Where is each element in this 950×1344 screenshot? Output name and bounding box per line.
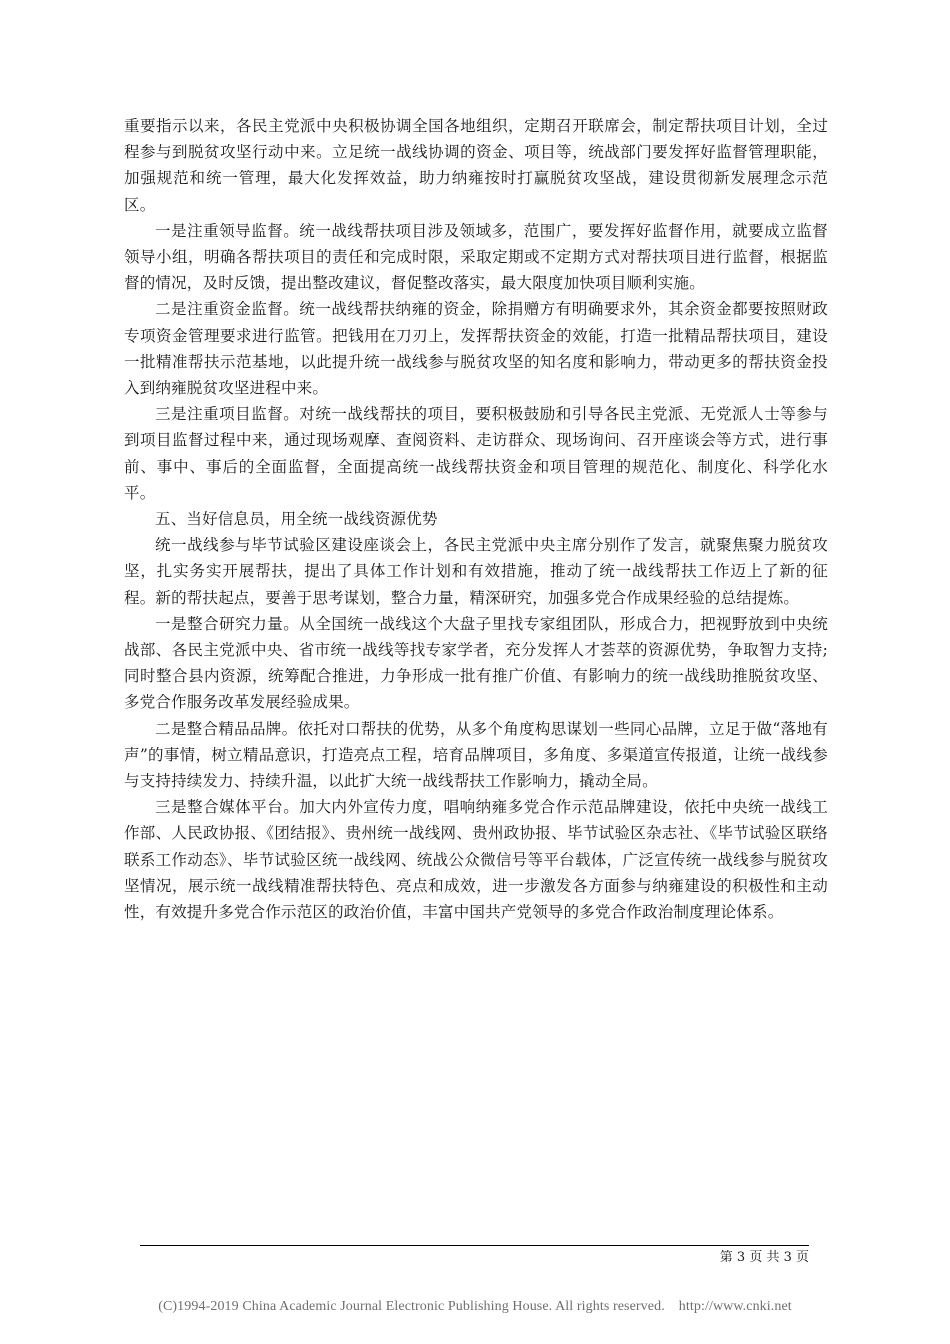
cnki-url: http://www.cnki.net xyxy=(678,1299,792,1314)
section-heading: 五、当好信息员，用全统一战线资源优势 xyxy=(155,510,438,529)
paragraph-quality-brands: 二是整合精品品牌。依托对口帮扶的优势，从多个角度构思谋划一些同心品牌，立足于做“落地有声”的事情，树立精品意识，打造亮点工程，培育品牌项目，多角度、多渠道宣传报道，让统一战线参与支持持续发力、持续升温，以此扩大统一战线帮扶工作影响力，撬动全局。 xyxy=(124,719,828,791)
paragraph-leadership-supervision: 一是注重领导监督。统一战线帮扶项目涉及领域多，范围广，要发挥好监督作用，就要成立监督领导小组，明确各帮扶项目的责任和完成时限，采取定期或不定期方式对帮扶项目进行监督，根据监督的情况，及时反馈，提出整改建议，督促整改落实，最大限度加快项目顺利实施。 xyxy=(124,221,828,293)
copyright-watermark xyxy=(0,1297,950,1317)
page-number: 第 3 页 共 3 页 xyxy=(719,1250,809,1265)
paragraph-continuation: 重要指示以来，各民主党派中央积极协调全国各地组织，定期召开联席会，制定帮扶项目计划，全过程参与到脱贫攻坚行动中来。立足统一战线协调的资金、项目等，统战部门要发挥好监督管理职能，加强规范和统一管理，最大化发挥效益，助力纳雍按时打赢脱贫攻坚战，建设贯彻新发展理念示范区。 xyxy=(124,117,828,214)
paragraph-research-forces: 一是整合研究力量。从全国统一战线这个大盘子里找专家组团队，形成合力，把视野放到中央统战部、各民主党派中央、省市统一战线等找专家学者，充分发挥人才荟萃的资源优势，争取智力支持;同时整合县内资源，统筹配合推进，力争形成一批有推广价值、有影响力的统一战线助推脱贫攻坚、多党合作服务改革发展经验成果。 xyxy=(124,614,828,712)
article-body xyxy=(124,113,828,925)
footer-divider xyxy=(140,1245,809,1246)
paragraph-project-supervision: 三是注重项目监督。对统一战线帮扶的项目，要积极鼓励和引导各民主党派、无党派人士等参与到项目监督过程中来，通过现场观摩、查阅资料、走访群众、现场询问、召开座谈会等方式，进行事前、事中、事后的全面监督，全面提高统一战线帮扶资金和项目管理的规范化、制度化、科学化水平。 xyxy=(124,405,828,502)
paragraph-fund-supervision: 二是注重资金监督。统一战线帮扶纳雍的资金，除捐赠方有明确要求外，其余资金都要按照财政专项资金管理要求进行监管。把钱用在刀刃上，发挥帮扶资金的效能，打造一批精品帮扶项目，建设一批精准帮扶示范基地，以此提升统一战线参与脱贫攻坚的知名度和影响力，带动更多的帮扶资金投入到纳雍脱贫攻坚进程中来。 xyxy=(124,300,828,398)
copyright-text: (C)1994-2019 China Academic Journal Electronic Publishing House. All rights reserved. xyxy=(158,1299,665,1314)
paragraph-section-intro: 统一战线参与毕节试验区建设座谈会上，各民主党派中央主席分别作了发言，就聚焦聚力脱贫攻坚，扎实务实开展帮扶，提出了具体工作计划和有效措施，推动了统一战线帮扶工作迈上了新的征程。新的帮扶起点，要善于思考谋划，整合力量，精深研究，加强多党合作成果经验的总结提炼。 xyxy=(124,536,828,607)
paragraph-media-platforms: 三是整合媒体平台。加大内外宣传力度，唱响纳雍多党合作示范品牌建设，依托中央统一战线工作部、人民政协报、《团结报》、贵州统一战线网、贵州政协报、毕节试验区杂志社、《毕节试验区联络联系工作动态》、毕节试验区统一战线网、统战公众微信号等平台载体，广泛宣传统一战线参与脱贫攻坚情况，展示统一战线精准帮扶特色、亮点和成效，进一步激发各方面参与纳雍建设的积极性和主动性，有效提升多党合作示范区的政治价值，丰富中国共产党领导的多党合作政治制度理论体系。 xyxy=(124,798,828,922)
